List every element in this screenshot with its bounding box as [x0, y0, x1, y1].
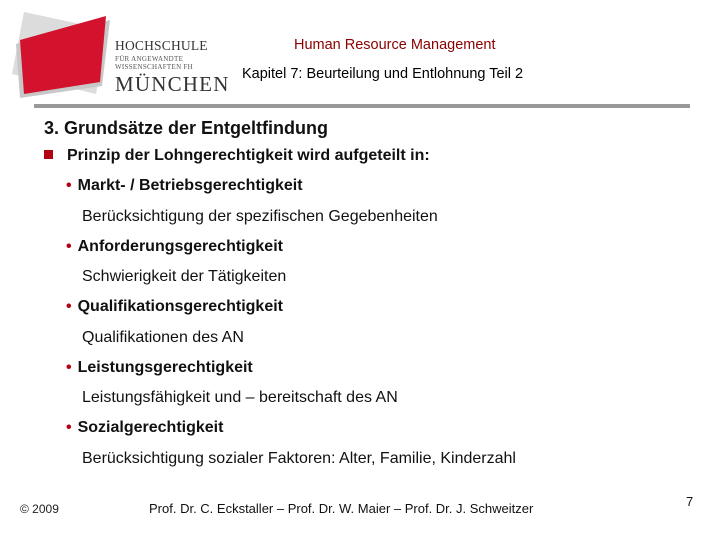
university-logo	[10, 8, 230, 100]
item-label: Anforderungsgerechtigkeit	[77, 238, 283, 255]
square-bullet-icon	[44, 150, 53, 159]
item-label: Sozialgerechtigkeit	[77, 419, 224, 436]
bullet-icon: •	[66, 238, 72, 255]
footer-authors: Prof. Dr. C. Eckstaller – Prof. Dr. W. Maier – Prof. Dr. J. Schweitzer	[149, 501, 534, 516]
main-point-text: Prinzip der Lohngerechtigkeit wird aufgeteilt in:	[67, 147, 430, 164]
logo-line-3: MÜNCHEN	[115, 72, 230, 96]
item-label: Leistungsgerechtigkeit	[77, 359, 253, 376]
item-label: Qualifikationsgerechtigkeit	[77, 298, 283, 315]
bullet-icon: •	[66, 298, 72, 315]
logo-mark-icon	[10, 8, 120, 100]
main-point	[44, 147, 430, 165]
list-item	[66, 359, 253, 377]
logo-line-2b: WISSENSCHAFTEN FH	[115, 63, 194, 71]
page-number: 7	[686, 494, 694, 509]
logo-line-2a: FÜR ANGEWANDTE	[115, 55, 184, 63]
header-divider	[34, 104, 690, 108]
item-description: Berücksichtigung sozialer Faktoren: Alter, Familie, Kinderzahl	[82, 450, 516, 467]
item-description: Schwierigkeit der Tätigkeiten	[82, 268, 287, 285]
section-heading: 3. Grundsätze der Entgeltfindung	[44, 118, 329, 138]
header-title: Human Resource Management	[294, 37, 496, 53]
bullet-icon: •	[66, 359, 72, 376]
logo-line-1: HOCHSCHULE	[115, 38, 208, 53]
bullet-icon: •	[66, 419, 72, 436]
list-item	[66, 419, 223, 437]
list-item	[66, 298, 283, 316]
header-subtitle: Kapitel 7: Beurteilung und Entlohnung Teil 2	[242, 66, 524, 82]
item-description: Berücksichtigung der spezifischen Gegebenheiten	[82, 208, 438, 225]
logo-line-2	[115, 55, 193, 71]
list-item	[66, 177, 303, 195]
footer-copyright: © 2009	[20, 502, 59, 516]
item-description: Leistungsfähigkeit und – bereitschaft des AN	[82, 389, 398, 406]
bullet-icon: •	[66, 177, 72, 194]
item-description: Qualifikationen des AN	[82, 329, 244, 346]
item-label: Markt- / Betriebsgerechtigkeit	[77, 177, 303, 194]
list-item	[66, 238, 283, 256]
